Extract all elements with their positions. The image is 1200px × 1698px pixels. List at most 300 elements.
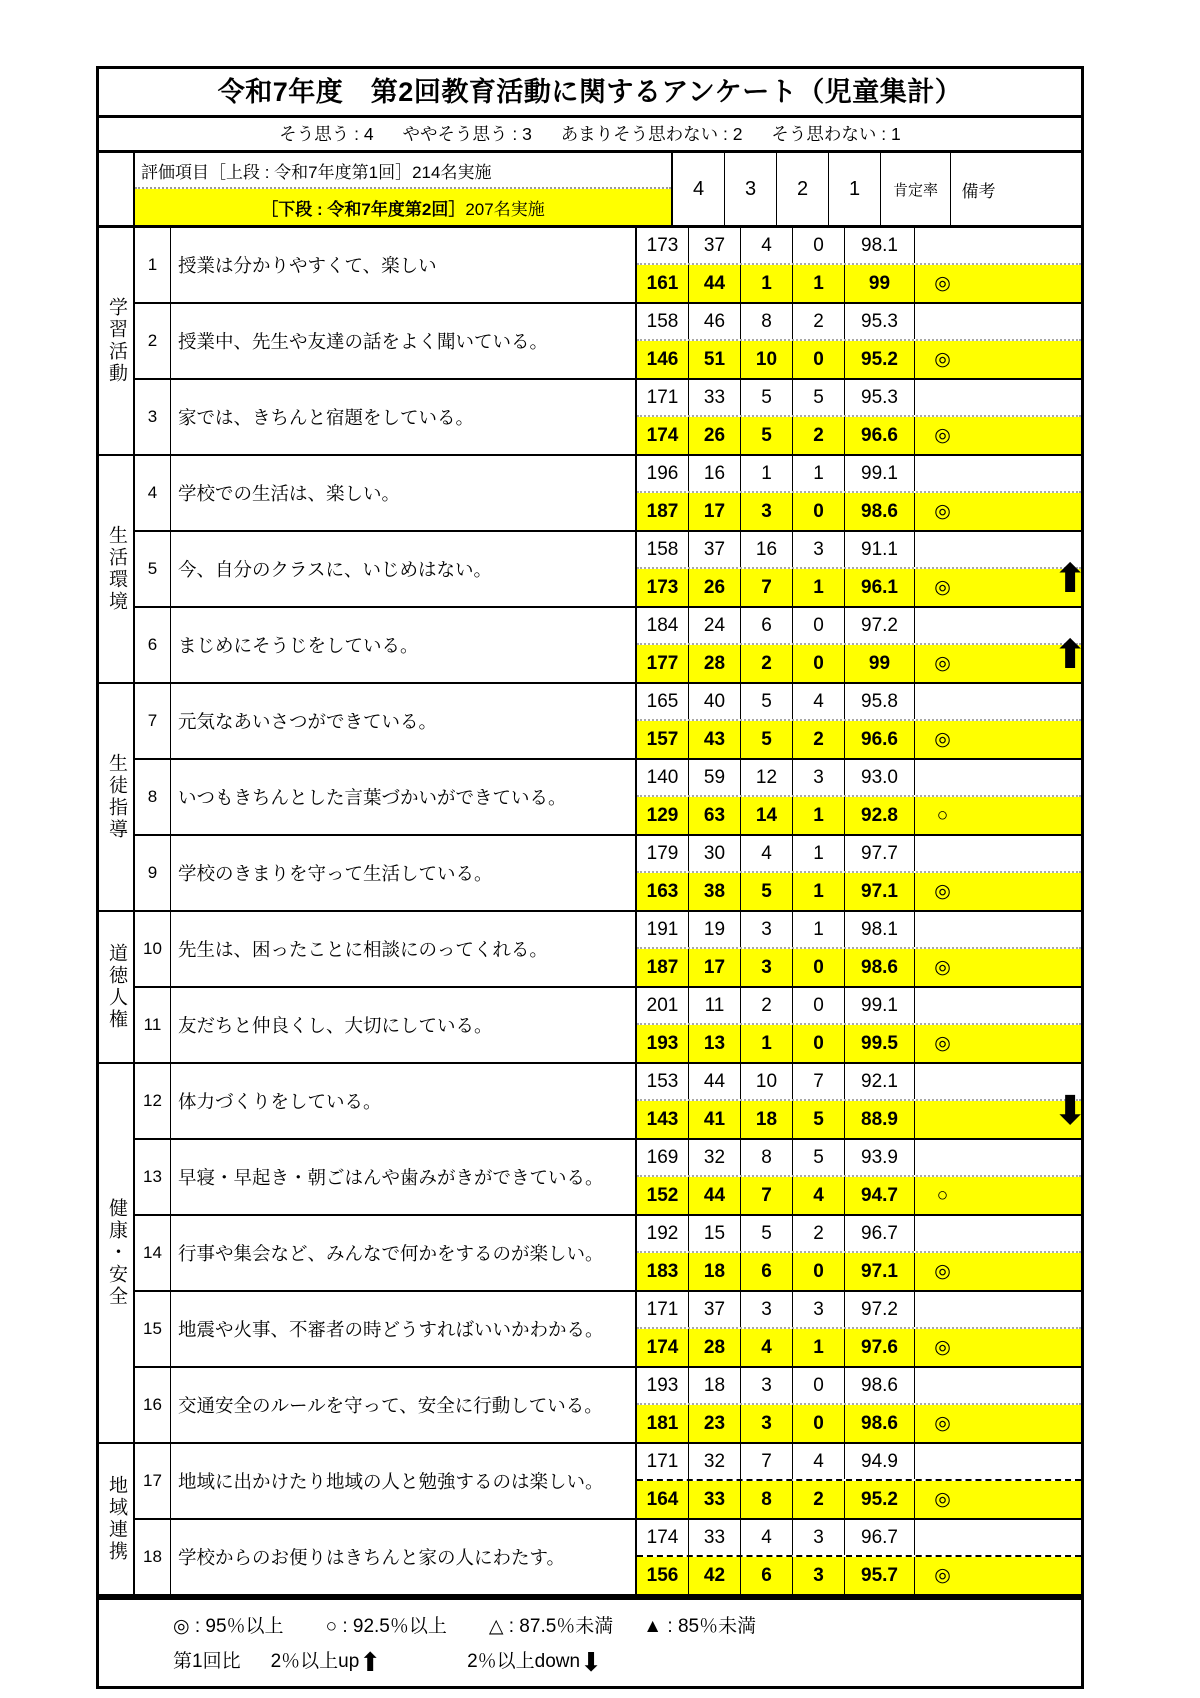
cell-c1: 2 bbox=[793, 721, 845, 758]
cell-c2: 12 bbox=[741, 760, 793, 795]
cell-c2: 18 bbox=[741, 1101, 793, 1138]
cell-c4: 157 bbox=[637, 721, 689, 758]
cell-c2: 1 bbox=[741, 1025, 793, 1062]
question-number: 6 bbox=[135, 608, 171, 682]
cell-c3: 33 bbox=[689, 1520, 741, 1555]
question-number: 1 bbox=[135, 228, 171, 302]
second-survey-row bbox=[637, 873, 1081, 910]
cell-rate: 98.6 bbox=[845, 1368, 915, 1403]
cell-c4: 193 bbox=[637, 1025, 689, 1062]
data-columns bbox=[637, 1064, 1087, 1138]
cell-note: ◎ bbox=[934, 881, 951, 902]
cell-note: ○ bbox=[936, 804, 949, 826]
table-row bbox=[135, 380, 1081, 454]
cell-c2: 3 bbox=[741, 912, 793, 947]
cell-note: ◎ bbox=[934, 1489, 951, 1510]
scale-legend bbox=[96, 118, 1084, 153]
cell-rate: 99.1 bbox=[845, 988, 915, 1023]
scale-option-1: そう思わない : 1 bbox=[771, 124, 901, 144]
cell-c1: 2 bbox=[793, 304, 845, 339]
cell-c1: 1 bbox=[793, 912, 845, 947]
cell-c4: 152 bbox=[637, 1177, 689, 1214]
legend-up-label: 2％以上up bbox=[270, 1651, 360, 1672]
cell-rate: 97.6 bbox=[845, 1329, 915, 1366]
cell-c2: 7 bbox=[741, 1177, 793, 1214]
question-number: 16 bbox=[135, 1368, 171, 1442]
cell-note: ◎ bbox=[934, 1337, 951, 1358]
cell-c2: 3 bbox=[741, 493, 793, 530]
cell-c1: 5 bbox=[793, 380, 845, 415]
cell-c4: 158 bbox=[637, 532, 689, 567]
cell-rate: 95.2 bbox=[845, 341, 915, 378]
table-row bbox=[135, 912, 1081, 988]
question-number: 4 bbox=[135, 456, 171, 530]
cell-c4: 183 bbox=[637, 1253, 689, 1290]
table-row bbox=[135, 608, 1087, 682]
header-col-4: 4 bbox=[673, 153, 725, 225]
cell-rate: 95.3 bbox=[845, 304, 915, 339]
header-item-column bbox=[135, 153, 673, 225]
cell-c3: 26 bbox=[689, 417, 741, 454]
cell-c1: 0 bbox=[793, 1405, 845, 1442]
cell-c2: 5 bbox=[741, 380, 793, 415]
cell-c1: 4 bbox=[793, 1177, 845, 1214]
data-columns bbox=[637, 608, 1087, 682]
legend-mark-black-triangle: ▲ : 85％未満 bbox=[643, 1616, 757, 1637]
cell-c4: 187 bbox=[637, 949, 689, 986]
question-text: 学校からのお便りはきちんと家の人にわたす。 bbox=[171, 1520, 637, 1594]
cell-rate: 98.6 bbox=[845, 493, 915, 530]
question-number: 13 bbox=[135, 1140, 171, 1214]
cell-c4: 187 bbox=[637, 493, 689, 530]
second-survey-row bbox=[637, 1101, 1081, 1138]
cell-c4: 174 bbox=[637, 417, 689, 454]
second-survey-row bbox=[637, 341, 1081, 378]
cell-rate: 96.1 bbox=[845, 569, 915, 606]
cell-note bbox=[915, 380, 970, 415]
trend-down-arrow-icon: ⬇ bbox=[1053, 1089, 1087, 1133]
category-rows bbox=[135, 456, 1087, 682]
cell-c3: 37 bbox=[689, 1292, 741, 1327]
cell-rate: 94.9 bbox=[845, 1444, 915, 1479]
cell-c3: 17 bbox=[689, 949, 741, 986]
cell-c1: 3 bbox=[793, 1520, 845, 1555]
cell-c3: 33 bbox=[689, 380, 741, 415]
cell-c3: 44 bbox=[689, 265, 741, 302]
cell-c4: 173 bbox=[637, 228, 689, 263]
cell-c4: 173 bbox=[637, 569, 689, 606]
category-label: 地域連携 bbox=[105, 1475, 127, 1563]
table-row bbox=[135, 1216, 1081, 1292]
second-survey-row bbox=[637, 1481, 1081, 1518]
second-survey-row bbox=[637, 569, 1081, 606]
first-survey-row bbox=[637, 380, 1081, 417]
table-row bbox=[135, 228, 1081, 304]
cell-c4: 184 bbox=[637, 608, 689, 643]
cell-rate: 97.1 bbox=[845, 873, 915, 910]
cell-c2: 7 bbox=[741, 1444, 793, 1479]
cell-c3: 40 bbox=[689, 684, 741, 719]
first-survey-row bbox=[637, 1064, 1081, 1101]
cell-c2: 2 bbox=[741, 988, 793, 1023]
cell-c1: 3 bbox=[793, 1557, 845, 1594]
header-col-1: 1 bbox=[829, 153, 881, 225]
cell-c2: 7 bbox=[741, 569, 793, 606]
cell-c1: 3 bbox=[793, 1292, 845, 1327]
table-row bbox=[135, 456, 1081, 532]
cell-c3: 24 bbox=[689, 608, 741, 643]
trend-up-arrow-icon: ⬆ bbox=[1053, 633, 1087, 677]
cell-c4: 165 bbox=[637, 684, 689, 719]
first-survey-row bbox=[637, 608, 1081, 645]
cell-c3: 23 bbox=[689, 1405, 741, 1442]
cell-c4: 143 bbox=[637, 1101, 689, 1138]
legend-marks-row bbox=[99, 1607, 1081, 1642]
cell-c4: 179 bbox=[637, 836, 689, 871]
cell-c4: 193 bbox=[637, 1368, 689, 1403]
header-col-rate: 肯定率 bbox=[881, 153, 951, 225]
cell-note bbox=[915, 912, 970, 947]
header-col-2: 2 bbox=[777, 153, 829, 225]
table-row bbox=[135, 1140, 1081, 1216]
cell-c2: 3 bbox=[741, 1292, 793, 1327]
cell-rate: 93.9 bbox=[845, 1140, 915, 1175]
data-columns bbox=[637, 760, 1081, 834]
category-label-cell bbox=[99, 1444, 135, 1594]
cell-rate: 88.9 bbox=[845, 1101, 915, 1138]
first-survey-row bbox=[637, 228, 1081, 265]
cell-c3: 32 bbox=[689, 1140, 741, 1175]
cell-c1: 1 bbox=[793, 1329, 845, 1366]
cell-c2: 16 bbox=[741, 532, 793, 567]
data-columns bbox=[637, 380, 1081, 454]
question-number: 12 bbox=[135, 1064, 171, 1138]
cell-c2: 3 bbox=[741, 1368, 793, 1403]
legend-down-label: 2％以上down bbox=[467, 1651, 581, 1672]
table-header bbox=[96, 153, 1084, 228]
cell-c4: 192 bbox=[637, 1216, 689, 1251]
data-columns bbox=[637, 456, 1081, 530]
cell-c3: 17 bbox=[689, 493, 741, 530]
cell-c4: 140 bbox=[637, 760, 689, 795]
first-survey-row bbox=[637, 456, 1081, 493]
question-number: 8 bbox=[135, 760, 171, 834]
second-survey-row bbox=[637, 265, 1081, 302]
cell-c3: 41 bbox=[689, 1101, 741, 1138]
cell-note bbox=[915, 532, 970, 567]
question-text: 学校での生活は、楽しい。 bbox=[171, 456, 637, 530]
cell-c4: 163 bbox=[637, 873, 689, 910]
data-columns bbox=[637, 304, 1081, 378]
cell-c1: 0 bbox=[793, 228, 845, 263]
cell-c1: 5 bbox=[793, 1140, 845, 1175]
cell-c4: 164 bbox=[637, 1481, 689, 1518]
second-survey-row bbox=[637, 645, 1081, 682]
trend-up-arrow-icon: ⬆ bbox=[1053, 557, 1087, 601]
question-number: 9 bbox=[135, 836, 171, 910]
cell-rate: 92.8 bbox=[845, 797, 915, 834]
category-label-cell bbox=[99, 456, 135, 682]
cell-rate: 95.8 bbox=[845, 684, 915, 719]
cell-c1: 4 bbox=[793, 684, 845, 719]
cell-c2: 10 bbox=[741, 341, 793, 378]
cell-c3: 13 bbox=[689, 1025, 741, 1062]
question-number: 11 bbox=[135, 988, 171, 1062]
cell-c4: 129 bbox=[637, 797, 689, 834]
first-survey-row bbox=[637, 1292, 1081, 1329]
cell-c1: 1 bbox=[793, 456, 845, 491]
cell-rate: 95.3 bbox=[845, 380, 915, 415]
question-text: 友だちと仲良くし、大切にしている。 bbox=[171, 988, 637, 1062]
header-item-line2-rest: 207名実施 bbox=[465, 199, 545, 219]
cell-note bbox=[915, 304, 970, 339]
cell-c2: 3 bbox=[741, 1405, 793, 1442]
data-columns bbox=[637, 228, 1081, 302]
cell-note: ◎ bbox=[934, 425, 951, 446]
cell-note bbox=[915, 1140, 970, 1175]
cell-c3: 59 bbox=[689, 760, 741, 795]
cell-c1: 1 bbox=[793, 873, 845, 910]
cell-c3: 18 bbox=[689, 1368, 741, 1403]
cell-c1: 0 bbox=[793, 1253, 845, 1290]
cell-c4: 191 bbox=[637, 912, 689, 947]
question-text: 早寝・早起き・朝ごはんや歯みがきができている。 bbox=[171, 1140, 637, 1214]
legend-mark-double-circle: ◎ : 95％以上 bbox=[173, 1616, 284, 1637]
table-row bbox=[135, 1520, 1081, 1594]
cell-c4: 171 bbox=[637, 380, 689, 415]
cell-c3: 30 bbox=[689, 836, 741, 871]
cell-c1: 3 bbox=[793, 760, 845, 795]
cell-c4: 177 bbox=[637, 645, 689, 682]
first-survey-row bbox=[637, 1520, 1081, 1557]
cell-c2: 5 bbox=[741, 721, 793, 758]
category-label-cell bbox=[99, 912, 135, 1062]
cell-rate: 91.1 bbox=[845, 532, 915, 567]
cell-rate: 99.1 bbox=[845, 456, 915, 491]
cell-c1: 0 bbox=[793, 645, 845, 682]
cell-note: ◎ bbox=[934, 957, 951, 978]
cell-c1: 0 bbox=[793, 1025, 845, 1062]
question-text: いつもきちんとした言葉づかいができている。 bbox=[171, 760, 637, 834]
cell-c3: 15 bbox=[689, 1216, 741, 1251]
second-survey-row bbox=[637, 1405, 1081, 1442]
cell-c4: 153 bbox=[637, 1064, 689, 1099]
cell-c3: 18 bbox=[689, 1253, 741, 1290]
first-survey-row bbox=[637, 532, 1081, 569]
question-text: 授業は分かりやすくて、楽しい bbox=[171, 228, 637, 302]
cell-c1: 1 bbox=[793, 265, 845, 302]
category-group bbox=[99, 228, 1081, 456]
cell-c2: 6 bbox=[741, 1557, 793, 1594]
cell-c1: 2 bbox=[793, 417, 845, 454]
second-survey-row bbox=[637, 1177, 1081, 1214]
cell-note bbox=[915, 1216, 970, 1251]
table-row bbox=[135, 684, 1081, 760]
cell-c3: 26 bbox=[689, 569, 741, 606]
second-survey-row bbox=[637, 721, 1081, 758]
question-number: 3 bbox=[135, 380, 171, 454]
cell-c3: 46 bbox=[689, 304, 741, 339]
cell-rate: 94.7 bbox=[845, 1177, 915, 1214]
second-survey-row bbox=[637, 797, 1081, 834]
cell-c1: 0 bbox=[793, 1368, 845, 1403]
cell-c4: 146 bbox=[637, 341, 689, 378]
second-survey-row bbox=[637, 1329, 1081, 1366]
footer-legend bbox=[96, 1597, 1084, 1689]
cell-c1: 7 bbox=[793, 1064, 845, 1099]
cell-c3: 16 bbox=[689, 456, 741, 491]
cell-note bbox=[915, 684, 970, 719]
category-label: 道徳人権 bbox=[105, 943, 127, 1031]
legend-mark-circle: ○ : 92.5％以上 bbox=[325, 1616, 447, 1637]
cell-rate: 97.1 bbox=[845, 1253, 915, 1290]
cell-note bbox=[915, 228, 970, 263]
first-survey-row bbox=[637, 1216, 1081, 1253]
scale-option-3: ややそう思う : 3 bbox=[402, 124, 532, 144]
cell-rate: 96.6 bbox=[845, 417, 915, 454]
data-columns bbox=[637, 1368, 1081, 1442]
question-text: 元気なあいさつができている。 bbox=[171, 684, 637, 758]
cell-c3: 42 bbox=[689, 1557, 741, 1594]
cell-rate: 97.2 bbox=[845, 608, 915, 643]
table-row bbox=[135, 532, 1087, 608]
cell-note: ◎ bbox=[934, 501, 951, 522]
cell-note: ◎ bbox=[934, 577, 951, 598]
cell-c1: 0 bbox=[793, 493, 845, 530]
cell-rate: 98.1 bbox=[845, 228, 915, 263]
category-group bbox=[99, 1444, 1081, 1594]
second-survey-row bbox=[637, 1557, 1081, 1594]
cell-note bbox=[915, 988, 970, 1023]
cell-c1: 1 bbox=[793, 569, 845, 606]
cell-c2: 5 bbox=[741, 417, 793, 454]
cell-rate: 97.7 bbox=[845, 836, 915, 871]
cell-c3: 63 bbox=[689, 797, 741, 834]
cell-c4: 201 bbox=[637, 988, 689, 1023]
data-columns bbox=[637, 1216, 1081, 1290]
category-label-cell bbox=[99, 684, 135, 910]
category-label-cell bbox=[99, 1064, 135, 1442]
cell-c2: 5 bbox=[741, 684, 793, 719]
cell-note: ◎ bbox=[934, 1261, 951, 1282]
category-group bbox=[99, 684, 1081, 912]
scale-option-4: そう思う : 4 bbox=[279, 124, 374, 144]
cell-c1: 0 bbox=[793, 949, 845, 986]
category-group bbox=[99, 456, 1087, 684]
question-number: 5 bbox=[135, 532, 171, 606]
cell-note: ◎ bbox=[934, 729, 951, 750]
legend-mark-triangle: △ : 87.5％未満 bbox=[488, 1616, 614, 1637]
question-text: 地震や火事、不審者の時どうすればいいかわかる。 bbox=[171, 1292, 637, 1366]
cell-c3: 33 bbox=[689, 1481, 741, 1518]
category-label-cell bbox=[99, 228, 135, 454]
cell-rate: 98.6 bbox=[845, 949, 915, 986]
cell-rate: 99.5 bbox=[845, 1025, 915, 1062]
cell-c4: 171 bbox=[637, 1292, 689, 1327]
first-survey-row bbox=[637, 1140, 1081, 1177]
cell-c2: 5 bbox=[741, 1216, 793, 1251]
header-category-spacer bbox=[99, 153, 135, 225]
question-number: 7 bbox=[135, 684, 171, 758]
cell-c2: 8 bbox=[741, 1140, 793, 1175]
cell-c3: 51 bbox=[689, 341, 741, 378]
cell-c1: 0 bbox=[793, 988, 845, 1023]
header-col-3: 3 bbox=[725, 153, 777, 225]
cell-c1: 0 bbox=[793, 608, 845, 643]
cell-c3: 44 bbox=[689, 1177, 741, 1214]
cell-c4: 196 bbox=[637, 456, 689, 491]
question-number: 10 bbox=[135, 912, 171, 986]
cell-rate: 95.2 bbox=[845, 1481, 915, 1518]
cell-c3: 28 bbox=[689, 645, 741, 682]
question-number: 2 bbox=[135, 304, 171, 378]
page-title: 令和7年度 第2回教育活動に関するアンケート（児童集計） bbox=[96, 66, 1084, 118]
cell-c3: 19 bbox=[689, 912, 741, 947]
cell-c4: 171 bbox=[637, 1444, 689, 1479]
cell-c3: 43 bbox=[689, 721, 741, 758]
cell-note bbox=[915, 456, 970, 491]
cell-note bbox=[915, 1520, 970, 1555]
cell-c2: 2 bbox=[741, 645, 793, 682]
question-text: 今、自分のクラスに、いじめはない。 bbox=[171, 532, 637, 606]
cell-c1: 4 bbox=[793, 1444, 845, 1479]
cell-rate: 95.7 bbox=[845, 1557, 915, 1594]
category-label: 生徒指導 bbox=[105, 753, 127, 841]
question-text: 家では、きちんと宿題をしている。 bbox=[171, 380, 637, 454]
question-text: 地域に出かけたり地域の人と勉強するのは楽しい。 bbox=[171, 1444, 637, 1518]
question-text: 体力づくりをしている。 bbox=[171, 1064, 637, 1138]
first-survey-row bbox=[637, 912, 1081, 949]
table-row bbox=[135, 988, 1081, 1062]
cell-rate: 99 bbox=[845, 265, 915, 302]
header-item-line2 bbox=[135, 189, 671, 225]
cell-c4: 181 bbox=[637, 1405, 689, 1442]
cell-c2: 5 bbox=[741, 873, 793, 910]
second-survey-row bbox=[637, 417, 1081, 454]
table-row bbox=[135, 836, 1081, 910]
header-col-note: 備考 bbox=[961, 181, 996, 201]
second-survey-row bbox=[637, 493, 1081, 530]
question-text: 授業中、先生や友達の話をよく聞いている。 bbox=[171, 304, 637, 378]
first-survey-row bbox=[637, 304, 1081, 341]
data-columns bbox=[637, 912, 1081, 986]
cell-c1: 1 bbox=[793, 836, 845, 871]
cell-c3: 11 bbox=[689, 988, 741, 1023]
first-survey-row bbox=[637, 1368, 1081, 1405]
header-item-line1: 評価項目［上段 : 令和7年度第1回］214名実施 bbox=[135, 153, 671, 189]
cell-c4: 161 bbox=[637, 265, 689, 302]
cell-c1: 5 bbox=[793, 1101, 845, 1138]
category-rows bbox=[135, 912, 1081, 1062]
cell-c2: 1 bbox=[741, 265, 793, 302]
table-body bbox=[96, 228, 1087, 1597]
first-survey-row bbox=[637, 760, 1081, 797]
cell-c1: 2 bbox=[793, 1481, 845, 1518]
category-group bbox=[99, 912, 1081, 1064]
cell-c1: 2 bbox=[793, 1216, 845, 1251]
scale-option-2: あまりそう思わない : 2 bbox=[560, 124, 743, 144]
data-columns bbox=[637, 1444, 1081, 1518]
survey-sheet bbox=[96, 66, 1087, 1689]
cell-c2: 1 bbox=[741, 456, 793, 491]
cell-c1: 3 bbox=[793, 532, 845, 567]
cell-note bbox=[915, 1368, 970, 1403]
cell-note: ◎ bbox=[934, 1565, 951, 1586]
cell-c2: 8 bbox=[741, 304, 793, 339]
cell-c2: 8 bbox=[741, 1481, 793, 1518]
cell-rate: 92.1 bbox=[845, 1064, 915, 1099]
cell-note: ◎ bbox=[934, 1413, 951, 1434]
